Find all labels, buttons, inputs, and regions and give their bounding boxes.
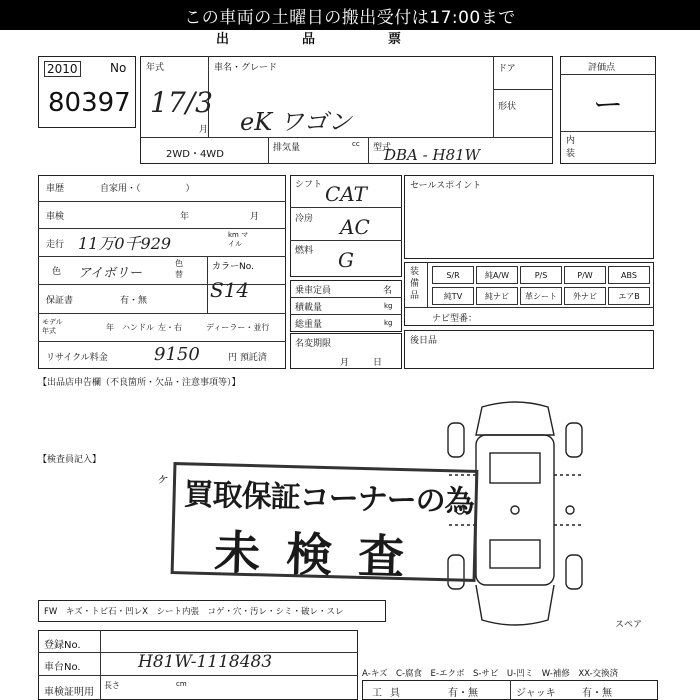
exhibitor-notes-label: 【出品店申告欄（不良箇所・欠品・注意事項等）】 [38,378,241,388]
fuel-label: 燃料 [295,246,314,256]
model-year-unit: 年 [106,323,114,332]
recycle-unit: 円 預託済 [228,353,267,363]
history-block [38,175,286,369]
spare-label: スペア [615,620,643,630]
shift-label: シフト [295,180,323,190]
chassis-value: H81W-1118483 [138,652,273,672]
mileage-unit: km マイル [228,231,249,248]
after-items-box [404,330,654,369]
stamp-line1: 買取保証コーナーの為 [183,477,475,520]
saturday-pickup-banner: この車両の土曜日の搬出受付は17:00まで [0,0,700,30]
shape-label: 形状 [498,102,517,112]
equipment-item: エアB [608,287,650,305]
dealer-label: ディーラー・並行 [206,323,270,332]
tools-value: 有・無 [448,688,478,699]
inspection-month-unit: 月 [250,212,260,222]
load-label: 積載量 [295,303,323,313]
color-value: アイボリー [78,266,142,281]
fuel-value: G [338,248,354,272]
equipment-item: 外ナビ [564,287,606,305]
recycle-label: リサイクル料金 [46,353,108,363]
car-history-value: 自家用・（ ） [100,184,195,194]
equipment-item: 純A/W [476,266,518,284]
recycle-value: 9150 [154,344,200,365]
damage-codes-legend: A-キズ C-腐食 E-エクボ S-サビ U-凹ミ W-補修 XX-交換済 [362,669,619,679]
gross-unit: kg [384,319,393,327]
warranty-value: 有・無 [120,296,148,306]
equipment-item: 革シート [520,287,562,305]
handle-label: ハンドル [122,323,154,332]
model-year-label: モデル年式 [42,318,63,335]
drive-type: 2WD・4WD [166,149,224,160]
cm-unit: cm [176,680,187,688]
car-history-label: 車歴 [46,184,65,194]
equipment-item: 純ナビ [476,287,518,305]
jack-value: 有・無 [582,688,612,699]
score-label: 評価点 [588,63,616,73]
equipment-item: ABS [608,266,650,284]
lot-year: 2010 [44,61,81,77]
name-grade-label: 車名・グレード [214,63,278,73]
jack-label: ジャッキ [516,688,556,699]
cc-unit: cc [352,140,360,148]
month-unit: 月 [199,125,209,135]
name-expiry-unit: 月日 [340,358,407,368]
inspector-notes-label: 【検査員記入】 [38,455,102,465]
color-no-label: カラーNo. [212,262,254,272]
capacity-label: 乗車定員 [295,286,332,296]
equipment-item: 純TV [432,287,474,305]
load-unit: kg [384,302,393,310]
length-label: 長さ [104,681,120,690]
after-items-label: 後日品 [410,336,438,346]
sheet-title: 出 品 票 [216,32,432,47]
shift-value: CAT [325,182,367,206]
lot-number: 80397 [48,88,131,118]
equipment-item: S/R [432,266,474,284]
color-label: 色 [52,267,62,277]
legend-text: FW キズ・トビ石・凹レX シート内張 コゲ・穴・汚レ・シミ・破レ・スレ [44,607,344,617]
color-change-label: 色替 [175,259,183,279]
capacity-unit: 名 [383,286,393,296]
handle-value: 左・右 [158,323,182,332]
score-value: ー [593,88,623,123]
displacement-label: 排気量 [273,143,301,153]
mileage-value: 11万0千929 [78,234,172,253]
gross-label: 総重量 [295,320,323,330]
navi-model-label: ナビ型番： [432,314,478,324]
year-value: 17/3 [150,86,213,119]
inspection-year-unit: 年 [180,212,190,222]
ac-value: AC [340,215,370,239]
tools-label: 工具 [372,688,408,699]
stamp-line2: 未検査 [213,525,431,585]
cert-label: 車検証明用 [44,687,94,698]
model-label: 型式 [373,143,392,153]
stamp-mark: ヶ [155,471,169,487]
sales-point-label: セールスポイント [410,181,482,191]
equipment-label: 装備品 [410,267,420,301]
door-label: ドア [498,64,516,74]
inspection-label: 車検 [46,212,65,222]
warranty-label: 保証書 [46,296,74,306]
year-label: 年式 [146,63,165,73]
lot-no-label: No [110,61,127,75]
car-name-value: eK ワゴン [240,108,352,136]
mileage-label: 走行 [46,240,65,250]
chassis-label: 車台No. [44,662,81,673]
equipment-item: P/S [520,266,562,284]
uninspected-stamp [171,462,479,585]
interior-label: 内装 [566,136,576,159]
ac-label: 冷房 [295,214,314,224]
reg-no-label: 登録No. [44,640,81,651]
model-value: DBA - H81W [384,146,481,164]
name-expiry-label: 名変期限 [295,339,332,349]
equipment-item: P/W [564,266,606,284]
color-no-value: S14 [210,278,250,302]
